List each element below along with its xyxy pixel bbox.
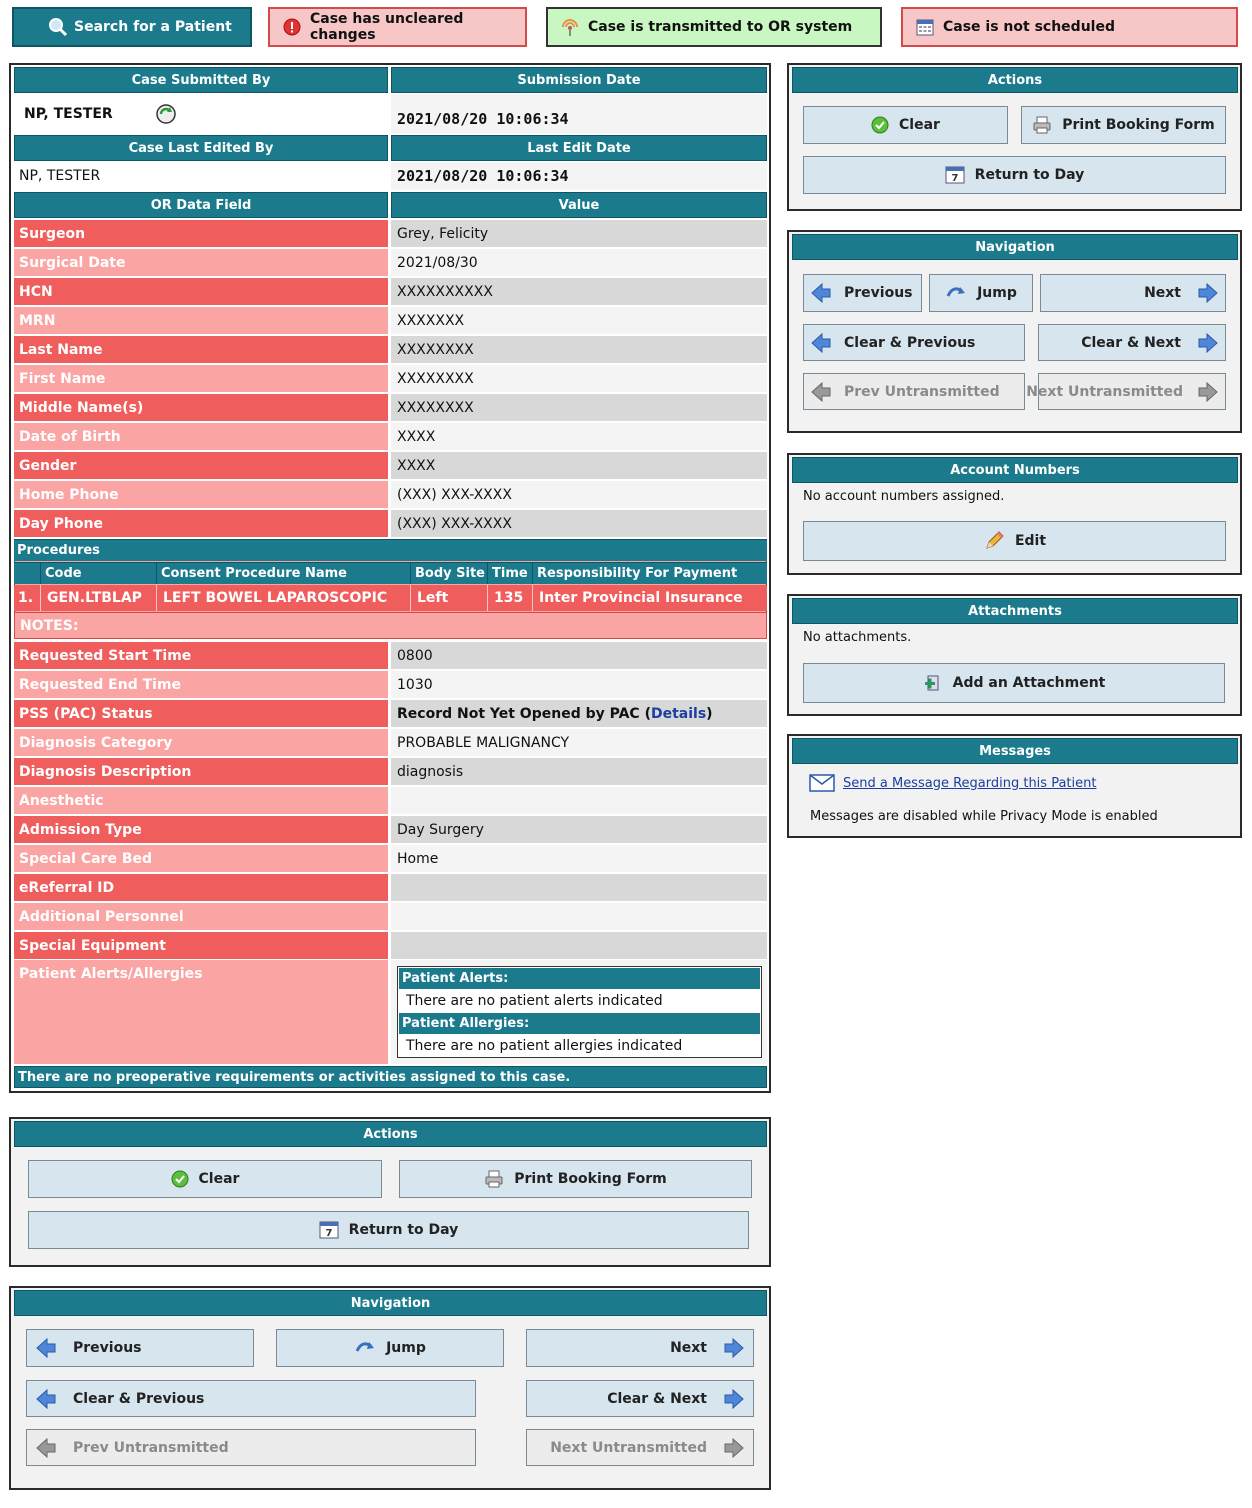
field-label: Home Phone xyxy=(14,481,388,508)
field-value: diagnosis xyxy=(391,758,767,785)
alerts-allergies-label-cell xyxy=(14,960,388,1064)
field-value: XXXX xyxy=(391,423,767,450)
proc-site: Left xyxy=(411,585,488,611)
arrow-right-icon xyxy=(723,1337,745,1359)
arrow-right-grey-icon xyxy=(1197,381,1219,403)
or-data-field-header: OR Data Field xyxy=(14,192,388,218)
field-value xyxy=(391,903,767,930)
arrow-right-icon xyxy=(1197,282,1219,304)
arrow-left-grey-icon xyxy=(810,381,832,403)
search-patient-button[interactable] xyxy=(12,7,252,47)
attachment-add-icon xyxy=(923,673,943,693)
procedures-columns-row xyxy=(14,562,767,584)
arrow-left-icon xyxy=(35,1337,57,1359)
next-button[interactable] xyxy=(1040,274,1226,312)
bottom-jump-button[interactable] xyxy=(276,1329,504,1367)
field-label: Surgeon xyxy=(14,220,388,247)
bottom-jump-label: Jump xyxy=(386,1340,426,1356)
calendar-icon xyxy=(915,17,935,37)
transmit-icon xyxy=(560,17,580,37)
send-message-row xyxy=(809,774,1096,792)
printer-icon xyxy=(1032,115,1052,135)
field-label: Anesthetic xyxy=(14,787,388,814)
alerts-allergies-label: Patient Alerts/Allergies xyxy=(19,966,203,982)
bottom-navigation-title: Navigation xyxy=(14,1290,767,1316)
field-label: Surgical Date xyxy=(14,249,388,276)
proc-col-site: Body Site xyxy=(411,563,488,584)
clear-previous-label: Clear & Previous xyxy=(844,334,976,351)
field-value: XXXX xyxy=(391,452,767,479)
arrow-left-icon xyxy=(810,282,832,304)
envelope-icon xyxy=(809,774,835,792)
field-value: 2021/08/30 xyxy=(391,249,767,276)
prev-untransmitted-label: Prev Untransmitted xyxy=(844,383,1000,400)
field-value xyxy=(391,874,767,901)
proc-name: LEFT BOWEL LAPAROSCOPIC xyxy=(157,585,411,611)
proc-num: 1. xyxy=(14,585,41,611)
bottom-return-label: Return to Day xyxy=(348,1222,459,1238)
edit-accounts-button[interactable] xyxy=(803,521,1226,561)
check-icon xyxy=(171,1170,189,1188)
bottom-clear-previous-button[interactable] xyxy=(26,1380,476,1417)
messages-disabled-text: Messages are disabled while Privacy Mode is enabled xyxy=(810,809,1158,824)
clear-label: Clear xyxy=(899,117,940,133)
edit-accounts-label: Edit xyxy=(1014,533,1047,549)
proc-payment: Inter Provincial Insurance xyxy=(539,590,743,606)
submitted-by-value: NP, TESTER xyxy=(24,106,113,122)
next-label: Next xyxy=(1144,285,1181,301)
field-label: Admission Type xyxy=(14,816,388,843)
bottom-clear-next-button[interactable] xyxy=(526,1380,754,1417)
arrow-right-icon xyxy=(723,1388,745,1410)
account-numbers-text: No account numbers assigned. xyxy=(803,489,1005,504)
alert-icon xyxy=(282,17,302,37)
clear-next-label: Clear & Next xyxy=(1081,334,1181,351)
arrow-left-grey-icon xyxy=(35,1437,57,1459)
last-edited-by-value: NP, TESTER xyxy=(14,162,388,190)
field-value: XXXXXXXX xyxy=(391,336,767,363)
bottom-clear-previous-label: Clear & Previous xyxy=(73,1390,205,1407)
attachments-text: No attachments. xyxy=(803,630,912,645)
next-untransmitted-button[interactable] xyxy=(1026,373,1226,410)
field-label: MRN xyxy=(14,307,388,334)
submission-date-value: 2021/08/20 10:06:34 xyxy=(391,94,767,134)
field-label: Diagnosis Category xyxy=(14,729,388,756)
field-label: eReferral ID xyxy=(14,874,388,901)
uncleared-changes-label: Case has uncleared changes xyxy=(310,11,464,43)
navigation-title: Navigation xyxy=(792,234,1238,260)
bottom-prev-untransmitted-label: Prev Untransmitted xyxy=(73,1439,229,1456)
refresh-icon[interactable] xyxy=(155,103,177,125)
transmitted-status xyxy=(546,7,882,47)
procedures-title: Procedures xyxy=(14,540,767,561)
field-label: Special Equipment xyxy=(14,932,388,959)
last-edited-by-header: Case Last Edited By xyxy=(14,135,388,161)
bottom-return-button[interactable] xyxy=(28,1211,749,1249)
field-label: Gender xyxy=(14,452,388,479)
procedure-notes-label: NOTES: xyxy=(14,612,767,639)
submitted-by-header: Case Submitted By xyxy=(14,67,388,93)
not-scheduled-label: Case is not scheduled xyxy=(943,19,1115,35)
add-attachment-label: Add an Attachment xyxy=(952,675,1106,691)
arrow-left-icon xyxy=(35,1388,57,1410)
actions-title: Actions xyxy=(792,67,1238,93)
field-label: Special Care Bed xyxy=(14,845,388,872)
print-booking-form-label: Print Booking Form xyxy=(1062,117,1215,133)
attachments-title: Attachments xyxy=(792,598,1238,624)
patient-alerts-text: There are no patient alerts indicated xyxy=(406,993,663,1009)
jump-icon xyxy=(354,1337,376,1359)
field-value: PROBABLE MALIGNANCY xyxy=(391,729,767,756)
clear-previous-button[interactable] xyxy=(803,324,1025,361)
field-label: First Name xyxy=(14,365,388,392)
proc-col-num xyxy=(14,563,41,584)
last-edit-date-value: 2021/08/20 10:06:34 xyxy=(391,162,767,190)
preop-footer: There are no preoperative requirements or activities assigned to this case. xyxy=(14,1066,767,1088)
uncleared-changes-status xyxy=(268,7,527,47)
field-label: HCN xyxy=(14,278,388,305)
proc-code: GEN.LTBLAP xyxy=(41,585,157,611)
search-icon xyxy=(48,17,68,37)
bottom-next-untransmitted-label: Next Untransmitted xyxy=(550,1439,707,1456)
proc-col-time: Time xyxy=(488,563,533,584)
field-value: 1030 xyxy=(391,671,767,698)
transmitted-label: Case is transmitted to OR system xyxy=(588,19,853,35)
calendar-day-icon xyxy=(319,1220,339,1240)
previous-label: Previous xyxy=(844,285,913,301)
patient-allergies-text: There are no patient allergies indicated xyxy=(406,1038,683,1054)
print-booking-form-button[interactable] xyxy=(1021,106,1226,144)
field-value: Grey, Felicity xyxy=(391,220,767,247)
field-label: Day Phone xyxy=(14,510,388,537)
return-to-day-button[interactable] xyxy=(803,156,1226,194)
field-value: Day Surgery xyxy=(391,816,767,843)
submitted-by-cell xyxy=(14,94,388,134)
search-patient-label: Search for a Patient xyxy=(74,19,232,35)
field-label: Date of Birth xyxy=(14,423,388,450)
clear-next-button[interactable] xyxy=(1038,324,1226,361)
bottom-next-untransmitted-button[interactable] xyxy=(526,1429,754,1466)
field-value: (XXX) XXX-XXXX xyxy=(391,481,767,508)
previous-button[interactable] xyxy=(803,274,922,312)
pac-details-link[interactable]: Details xyxy=(650,705,707,722)
field-label: Requested End Time xyxy=(14,671,388,698)
patient-alerts-header: Patient Alerts: xyxy=(399,968,760,989)
pencil-icon xyxy=(983,530,1005,552)
jump-label: Jump xyxy=(977,285,1017,301)
field-value: XXXXXXXX xyxy=(391,365,767,392)
patient-allergies-header: Patient Allergies: xyxy=(399,1013,760,1034)
proc-col-payment: Responsibility For Payment xyxy=(537,566,738,581)
field-value xyxy=(391,787,767,814)
arrow-right-grey-icon xyxy=(723,1437,745,1459)
proc-col-code: Code xyxy=(41,563,157,584)
printer-icon xyxy=(484,1169,504,1189)
field-value: XXXXXXX xyxy=(391,307,767,334)
jump-button[interactable] xyxy=(929,274,1033,312)
bottom-print-button[interactable] xyxy=(399,1160,752,1198)
proc-col-name: Consent Procedure Name xyxy=(157,563,411,584)
field-value xyxy=(391,932,767,959)
field-value xyxy=(391,700,767,727)
field-label: Last Name xyxy=(14,336,388,363)
check-icon xyxy=(871,116,889,134)
next-untransmitted-label: Next Untransmitted xyxy=(1026,383,1183,400)
prev-untransmitted-button[interactable] xyxy=(803,373,1025,410)
field-value-text: Record Not Yet Opened by PAC ( xyxy=(397,705,651,722)
bottom-print-label: Print Booking Form xyxy=(514,1171,667,1187)
field-label: PSS (PAC) Status xyxy=(14,700,388,727)
bottom-previous-button[interactable] xyxy=(26,1329,254,1367)
svg-text:7: 7 xyxy=(951,173,959,184)
field-value-suffix: ) xyxy=(706,705,713,722)
bottom-next-button[interactable] xyxy=(526,1329,754,1367)
last-edit-date-header: Last Edit Date xyxy=(391,135,767,161)
svg-text:7: 7 xyxy=(325,1228,333,1239)
bottom-previous-label: Previous xyxy=(73,1340,142,1356)
field-value: XXXXXXXX xyxy=(391,394,767,421)
field-value: 0800 xyxy=(391,642,767,669)
field-label: Diagnosis Description xyxy=(14,758,388,785)
bottom-clear-next-label: Clear & Next xyxy=(607,1390,707,1407)
bottom-next-label: Next xyxy=(670,1340,707,1356)
arrow-right-icon xyxy=(1197,332,1219,354)
bottom-actions-title: Actions xyxy=(14,1121,767,1147)
bottom-clear-label: Clear xyxy=(198,1171,240,1187)
messages-title: Messages xyxy=(792,738,1238,764)
send-message-link[interactable]: Send a Message Regarding this Patient xyxy=(843,775,1097,791)
bottom-prev-untransmitted-button[interactable] xyxy=(26,1429,476,1466)
clear-button[interactable] xyxy=(803,106,1008,144)
value-header: Value xyxy=(391,192,767,218)
not-scheduled-status xyxy=(901,7,1238,47)
field-label: Requested Start Time xyxy=(14,642,388,669)
field-value: (XXX) XXX-XXXX xyxy=(391,510,767,537)
field-label: Additional Personnel xyxy=(14,903,388,930)
add-attachment-button[interactable] xyxy=(803,663,1225,703)
submission-date-header: Submission Date xyxy=(391,67,767,93)
bottom-clear-button[interactable] xyxy=(28,1160,382,1198)
field-label: Middle Name(s) xyxy=(14,394,388,421)
field-value: XXXXXXXXXX xyxy=(391,278,767,305)
arrow-left-icon xyxy=(810,332,832,354)
field-value: Home xyxy=(391,845,767,872)
jump-icon xyxy=(945,282,967,304)
calendar-day-icon xyxy=(945,165,965,185)
account-numbers-title: Account Numbers xyxy=(792,457,1238,483)
procedure-row[interactable] xyxy=(14,585,767,611)
proc-time: 135 xyxy=(488,585,533,611)
return-to-day-label: Return to Day xyxy=(974,167,1085,183)
